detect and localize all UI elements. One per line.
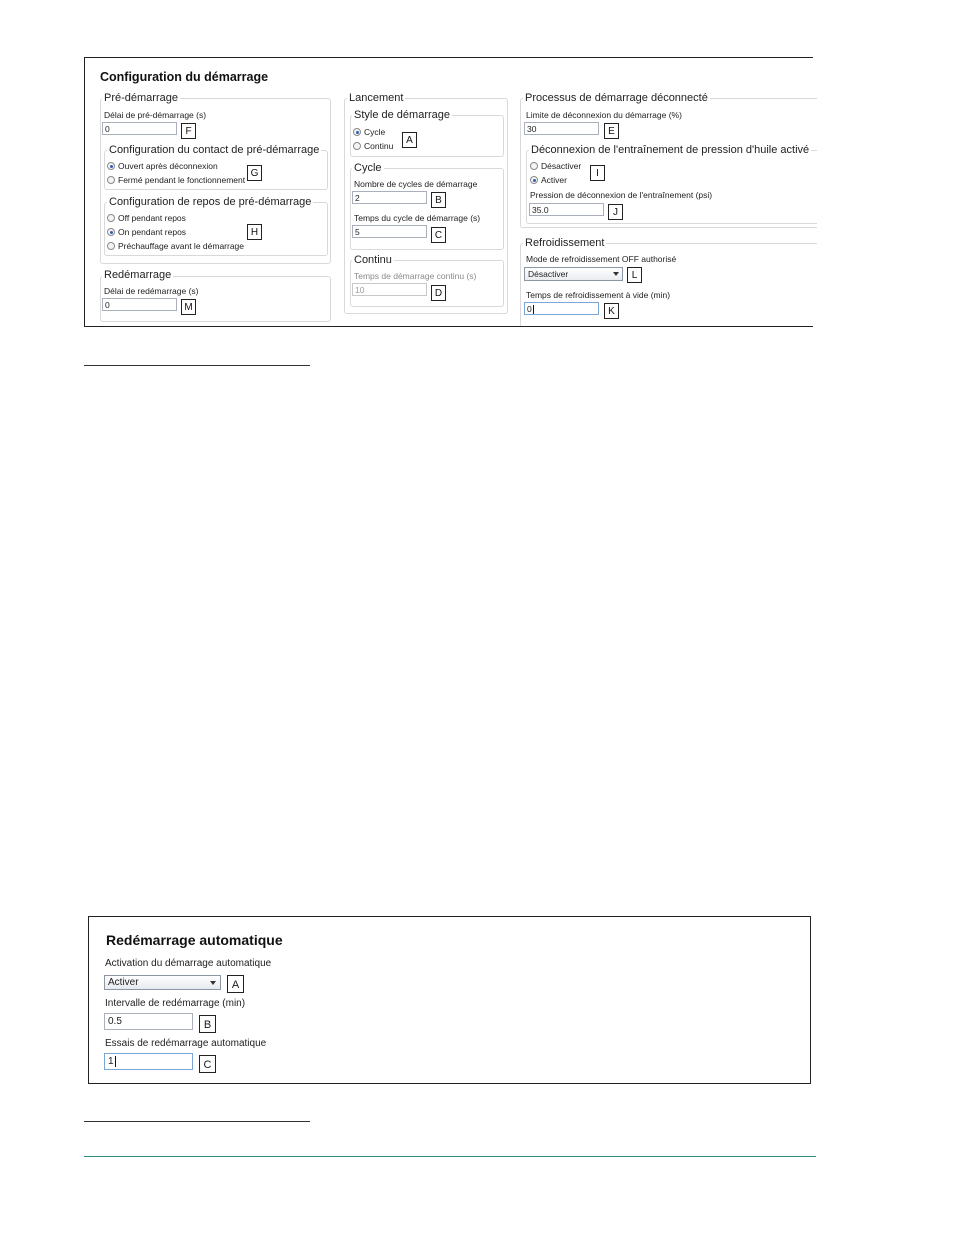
style-cycle-radio[interactable] bbox=[353, 128, 361, 136]
restart-interval-input[interactable]: 0.5 bbox=[104, 1013, 193, 1030]
style-continuous-radio[interactable] bbox=[353, 142, 361, 150]
cycle-time-label: Temps du cycle de démarrage (s) bbox=[354, 213, 481, 223]
bottom-tag-c: C bbox=[199, 1055, 216, 1073]
restart-attempts-label: Essais de redémarrage automatique bbox=[105, 1038, 267, 1049]
restart-legend: Redémarrage bbox=[104, 269, 172, 281]
tag-c: C bbox=[431, 227, 446, 243]
tag-k: K bbox=[604, 303, 619, 319]
separator-line-top bbox=[84, 365, 310, 366]
oil-pressure-input[interactable]: 35.0 bbox=[529, 203, 604, 216]
cycle-time-input[interactable]: 5 bbox=[352, 225, 427, 238]
oil-disable-radio[interactable] bbox=[530, 162, 538, 170]
tag-f: F bbox=[181, 123, 196, 139]
contact-closed-label: Fermé pendant le fonctionnement bbox=[118, 175, 246, 185]
restart-delay-input[interactable]: 0 bbox=[102, 298, 177, 311]
restart-interval-label: Intervalle de redémarrage (min) bbox=[105, 998, 246, 1009]
cooldown-mode-select[interactable] bbox=[524, 267, 623, 281]
tag-d: D bbox=[431, 285, 446, 301]
chevron-down-icon bbox=[613, 272, 619, 276]
cooldown-legend: Refroidissement bbox=[525, 237, 605, 249]
crank-style-legend: Style de démarrage bbox=[354, 109, 450, 121]
rest-preheat-label: Préchauffage avant le démarrage bbox=[118, 241, 245, 251]
rest-on-label: On pendant repos bbox=[118, 227, 187, 237]
contact-closed-radio[interactable] bbox=[107, 176, 115, 184]
disconnect-process-legend: Processus de démarrage déconnecté bbox=[525, 92, 708, 104]
style-cycle-label: Cycle bbox=[364, 127, 386, 137]
cooldown-mode-label: Mode de refroidissement OFF authorisé bbox=[526, 254, 677, 264]
contact-legend: Configuration du contact de pré-démarrage bbox=[109, 144, 320, 156]
rest-off-radio[interactable] bbox=[107, 214, 115, 222]
rest-preheat-radio[interactable] bbox=[107, 242, 115, 250]
tag-a: A bbox=[402, 132, 417, 148]
cooldown-mode-value: Désactiver bbox=[528, 269, 569, 279]
rest-off-label: Off pendant repos bbox=[118, 213, 186, 223]
text-caret bbox=[115, 1056, 116, 1067]
panel-title: Configuration du démarrage bbox=[100, 70, 269, 84]
contact-open-radio[interactable] bbox=[107, 162, 115, 170]
auto-start-activation-label: Activation du démarrage automatique bbox=[105, 958, 272, 969]
oil-enable-label: Activer bbox=[541, 175, 567, 185]
footer-rule bbox=[84, 1156, 816, 1157]
auto-restart-title: Redémarrage automatique bbox=[106, 932, 283, 948]
bottom-tag-b: B bbox=[199, 1015, 216, 1033]
separator-line-bottom bbox=[84, 1121, 310, 1122]
pre-start-legend: Pré-démarrage bbox=[104, 92, 178, 104]
rest-on-radio[interactable] bbox=[107, 228, 115, 236]
restart-attempts-value: 1 bbox=[108, 1056, 114, 1067]
pre-start-delay-input[interactable]: 0 bbox=[102, 122, 177, 135]
rest-legend: Configuration de repos de pré-démarrage bbox=[109, 196, 312, 208]
cooldown-time-value: 0 bbox=[527, 304, 532, 314]
tag-e: E bbox=[604, 123, 619, 139]
cranking-legend: Lancement bbox=[349, 92, 404, 104]
disconnect-limit-input[interactable]: 30 bbox=[524, 122, 599, 135]
tag-j: J bbox=[608, 204, 623, 220]
auto-start-activation-value: Activer bbox=[108, 977, 139, 988]
text-caret bbox=[533, 305, 534, 314]
cycle-count-input[interactable]: 2 bbox=[352, 191, 427, 204]
continuous-legend: Continu bbox=[354, 254, 392, 266]
tag-g: G bbox=[247, 165, 262, 181]
disconnect-limit-label: Limite de déconnexion du démarrage (%) bbox=[526, 110, 682, 120]
continuous-time-input[interactable]: 10 bbox=[352, 283, 427, 296]
oil-pressure-label: Pression de déconnexion de l'entraînement (psi) bbox=[530, 190, 713, 200]
chevron-down-icon bbox=[210, 981, 216, 985]
oil-enable-radio[interactable] bbox=[530, 176, 538, 184]
continuous-time-label: Temps de démarrage continu (s) bbox=[354, 271, 477, 281]
auto-start-activation-select[interactable] bbox=[104, 975, 221, 990]
restart-delay-label: Délai de redémarrage (s) bbox=[104, 286, 199, 296]
bottom-tag-a: A bbox=[227, 975, 244, 993]
cooldown-time-label: Temps de refroidissement à vide (min) bbox=[526, 290, 671, 300]
tag-l: L bbox=[627, 267, 642, 283]
oil-disconnect-legend: Déconnexion de l'entraînement de pression d'huile activé bbox=[531, 144, 810, 156]
style-continuous-label: Continu bbox=[364, 141, 394, 151]
restart-attempts-input[interactable] bbox=[104, 1053, 193, 1070]
cycle-count-label: Nombre de cycles de démarrage bbox=[354, 179, 478, 189]
pre-start-delay-label: Délai de pré-démarrage (s) bbox=[104, 110, 207, 120]
tag-m: M bbox=[181, 299, 196, 315]
cooldown-time-input[interactable] bbox=[524, 302, 599, 315]
cycle-legend: Cycle bbox=[354, 162, 382, 174]
contact-open-label: Ouvert après déconnexion bbox=[118, 161, 218, 171]
tag-h: H bbox=[247, 224, 262, 240]
tag-i: I bbox=[590, 165, 605, 181]
tag-b: B bbox=[431, 192, 446, 208]
oil-disable-label: Désactiver bbox=[541, 161, 582, 171]
